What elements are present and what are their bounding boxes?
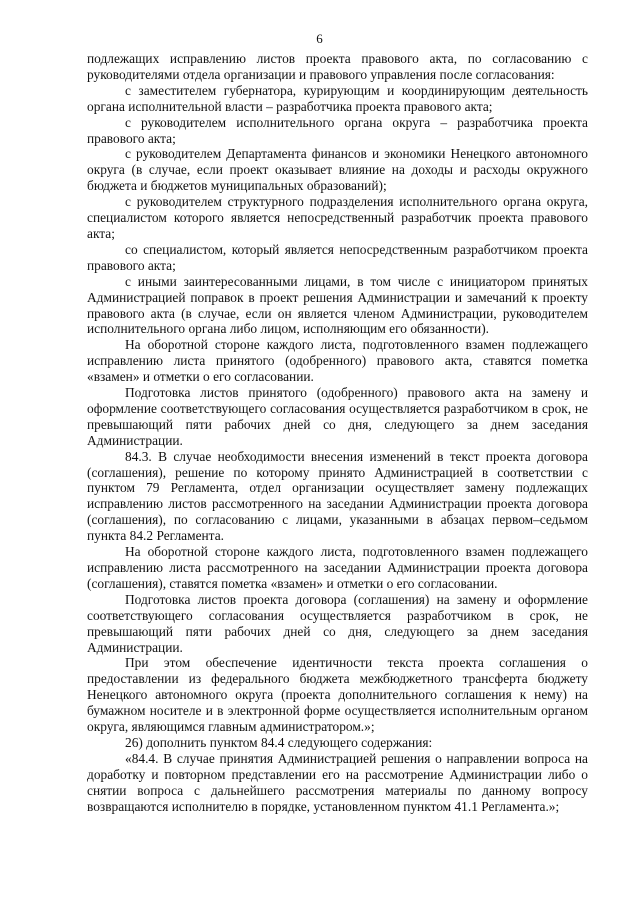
paragraph-agreement-replacement-deadline: Подготовка листов проекта договора (соглашения) на замену и оформление соответствующего согласования осуществляется разработчиком в срок, не превышающий пяти рабочих дней со дня, следующего за днем заседания Администрации. [87,591,588,655]
paragraph-section-84-4: «84.4. В случае принятия Администрацией решения о направлении вопроса на доработку и повторном представлении его на рассмотрение Администрации либо о снятии вопроса с дальнейшего рассмотрения материалы по данному вопросу возвращаются исполнителю в порядке, установленном пунктом 41.1 Регламента.»; [87,750,588,814]
page-number: 6 [316,31,323,46]
paragraph-amendment-26: 26) дополнить пунктом 84.4 следующего содержания: [125,734,433,750]
paragraph-approval-structural-unit: с руководителем структурного подразделения исполнительного органа округа, специалистом которого является непосредственный разработчик проекта правового акта; [87,194,588,241]
paragraph-approval-executive-head: с руководителем исполнительного органа округа – разработчика проекта правового акта; [87,114,588,146]
paragraph-approval-other-parties: с иными заинтересованными лицами, в том числе с инициатором принятых Администрацией поправок в проект решения Администрации и замечаний к проекту правового акта (в случае, если он является членом Администрации, руководителем исполнительного органа либо лицом, исполняющим его обязанности). [87,273,588,337]
paragraph-approval-finance-department: с руководителем Департамента финансов и экономики Ненецкого автономного округа (в случае, если проект оказывает влияние на доходы и расходы окружного бюджета и бюджетов муниципальных образований); [87,146,588,194]
paragraph-approval-deputy-governor: с заместителем губернатора, курирующим и координирующим деятельность органа исполнительной власти – разработчика проекта правового акта; [87,82,588,114]
paragraph-agreement-replacement-mark: На оборотной стороне каждого листа, подготовленного взамен подлежащего исправлению листа рассмотренного на заседании Администрации проекта договора (соглашения), ставятся пометка «взамен» и отметки о его согласовании. [87,544,588,591]
paragraph-replacement-mark: На оборотной стороне каждого листа, подготовленного взамен подлежащего исправлению листа принятого (одобренного) правового акта, ставятся пометка «взамен» и отметки о его согласовании. [87,337,588,385]
paragraph-continuation: подлежащих исправлению листов проекта правового акта, по согласованию с руководителями отдела организации и правового управления после согласования: [87,51,588,82]
paragraph-approval-specialist: со специалистом, который является непосредственным разработчиком проекта правового акта; [87,241,588,273]
paragraph-identity-of-text: При этом обеспечение идентичности текста проекта соглашения о предоставлении из федерального бюджета межбюджетного трансферта бюджету Ненецкого автономного округа (проекта дополнительного соглашения к нему) на бумажном носителе и в электронной форме осуществляется исполнительным органом округа, являющимся главным администратором.»; [87,655,588,735]
document-body [87,51,588,815]
paragraph-section-84-3: 84.3. В случае необходимости внесения изменений в текст проекта договора (соглашения), решение по которому принято Администрацией в соответствии с пунктом 79 Регламента, отдел организации осуществляет замену подлежащих исправлению листов рассмотренного на заседании Администрации проекта договора (соглашения), по согласованию с лицами, указанными в абзацах первом–седьмом пункта 84.2 Регламента. [87,448,588,544]
paragraph-replacement-deadline: Подготовка листов принятого (одобренного) правового акта на замену и оформление соответствующего согласования осуществляется разработчиком в срок, не превышающий пяти рабочих дней со дня, следующего за днем заседания Администрации. [87,385,588,448]
